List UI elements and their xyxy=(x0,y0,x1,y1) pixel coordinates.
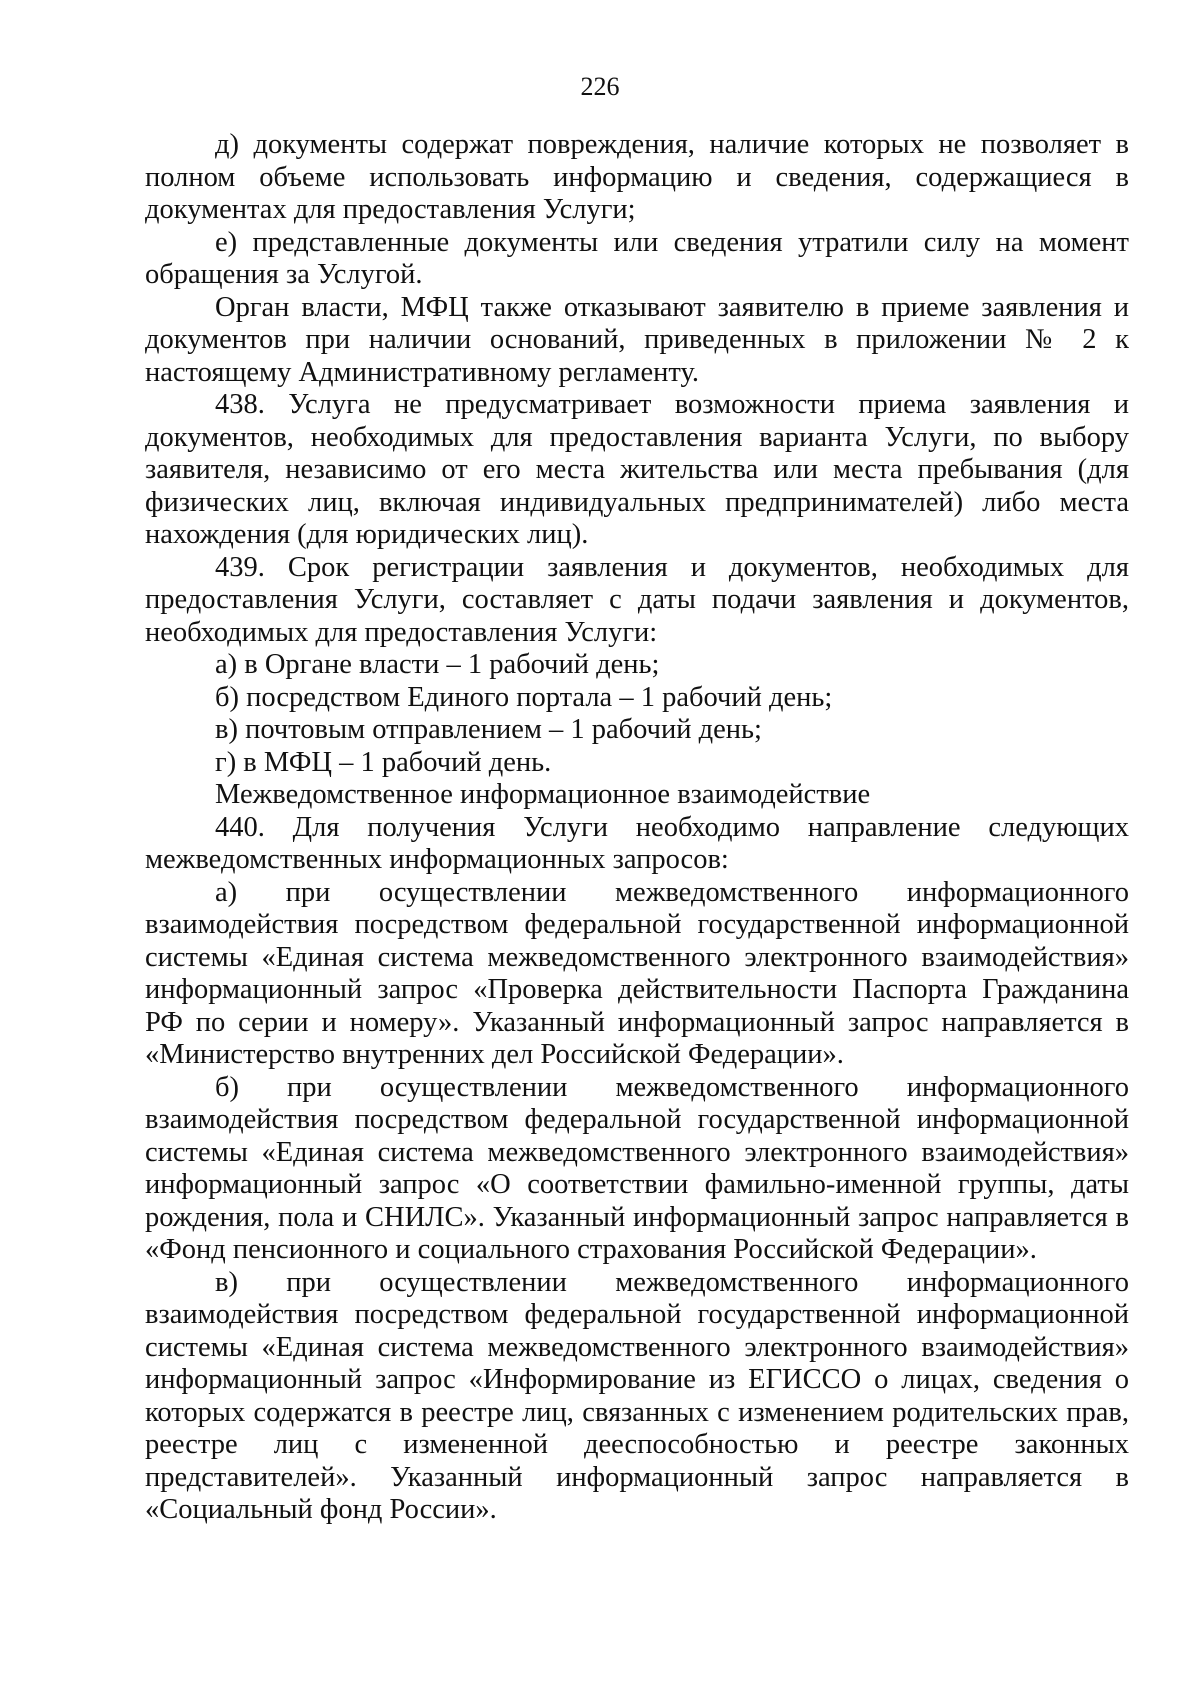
paragraph-440-a: а) при осуществлении межведомственного информационного взаимодействия посредством федеральной государственной информационной системы «Единая система межведомственного электронного взаимодействия» информационный запрос «Проверка действительности Паспорта Гражданина РФ по серии и номеру». Указанный информационный запрос направляется в «Министерство внутренних дел Российской Федерации». xyxy=(145,876,1129,1070)
list-item: а) в Органе власти – 1 рабочий день; xyxy=(215,649,660,680)
paragraph-refusal-e: е) представленные документы или сведения утратили силу на момент обращения за Услугой. xyxy=(145,226,1129,290)
page-number: 226 xyxy=(580,72,620,101)
paragraph-440-b: б) при осуществлении межведомственного информационного взаимодействия посредством федеральной государственной информационной системы «Единая система межведомственного электронного взаимодействия» информационный запрос «О соответствии фамильно-именной группы, даты рождения, пола и СНИЛС». Указанный информационный запрос направляется в «Фонд пенсионного и социального страхования Российской Федерации». xyxy=(145,1071,1129,1265)
paragraph-440: 440. Для получения Услуги необходимо направление следующих межведомственных информационных запросов: xyxy=(145,811,1129,875)
section-heading: Межведомственное информационное взаимодействие xyxy=(215,779,871,810)
paragraph-438: 438. Услуга не предусматривает возможности приема заявления и документов, необходимых для предоставления варианта Услуги, по выбору заявителя, независимо от его места жительства или места пребывания (для физических лиц, включая индивидуальных предпринимателей) либо места нахождения (для юридических лиц). xyxy=(145,389,1129,550)
paragraph-440-v: в) при осуществлении межведомственного информационного взаимодействия посредством федеральной государственной информационной системы «Единая система межведомственного электронного взаимодействия» информационный запрос «Информирование из ЕГИССО о лицах, сведения о которых содержатся в реестре лиц, связанных с изменением родительских прав, реестре лиц с измененной дееспособностью и реестре законных представителей». Указанный информационный запрос направляется в «Социальный фонд России». xyxy=(145,1266,1129,1525)
document-body xyxy=(145,129,1129,1527)
paragraph-refusal-d: д) документы содержат повреждения, наличие которых не позволяет в полном объеме использовать информацию и сведения, содержащиеся в документах для предоставления Услуги; xyxy=(145,129,1129,225)
list-item: г) в МФЦ – 1 рабочий день. xyxy=(215,746,552,778)
list-item: б) посредством Единого портала – 1 рабочий день; xyxy=(215,681,833,713)
paragraph-439: 439. Срок регистрации заявления и документов, необходимых для предоставления Услуги, составляет с даты подачи заявления и документов, необходимых для предоставления Услуги: xyxy=(145,551,1129,648)
paragraph-refusal-mfc: Орган власти, МФЦ также отказывают заявителю в приеме заявления и документов при наличии оснований, приведенных в приложении № 2 к настоящему Административному регламенту. xyxy=(145,291,1129,388)
list-item: в) почтовым отправлением – 1 рабочий день; xyxy=(215,714,762,745)
